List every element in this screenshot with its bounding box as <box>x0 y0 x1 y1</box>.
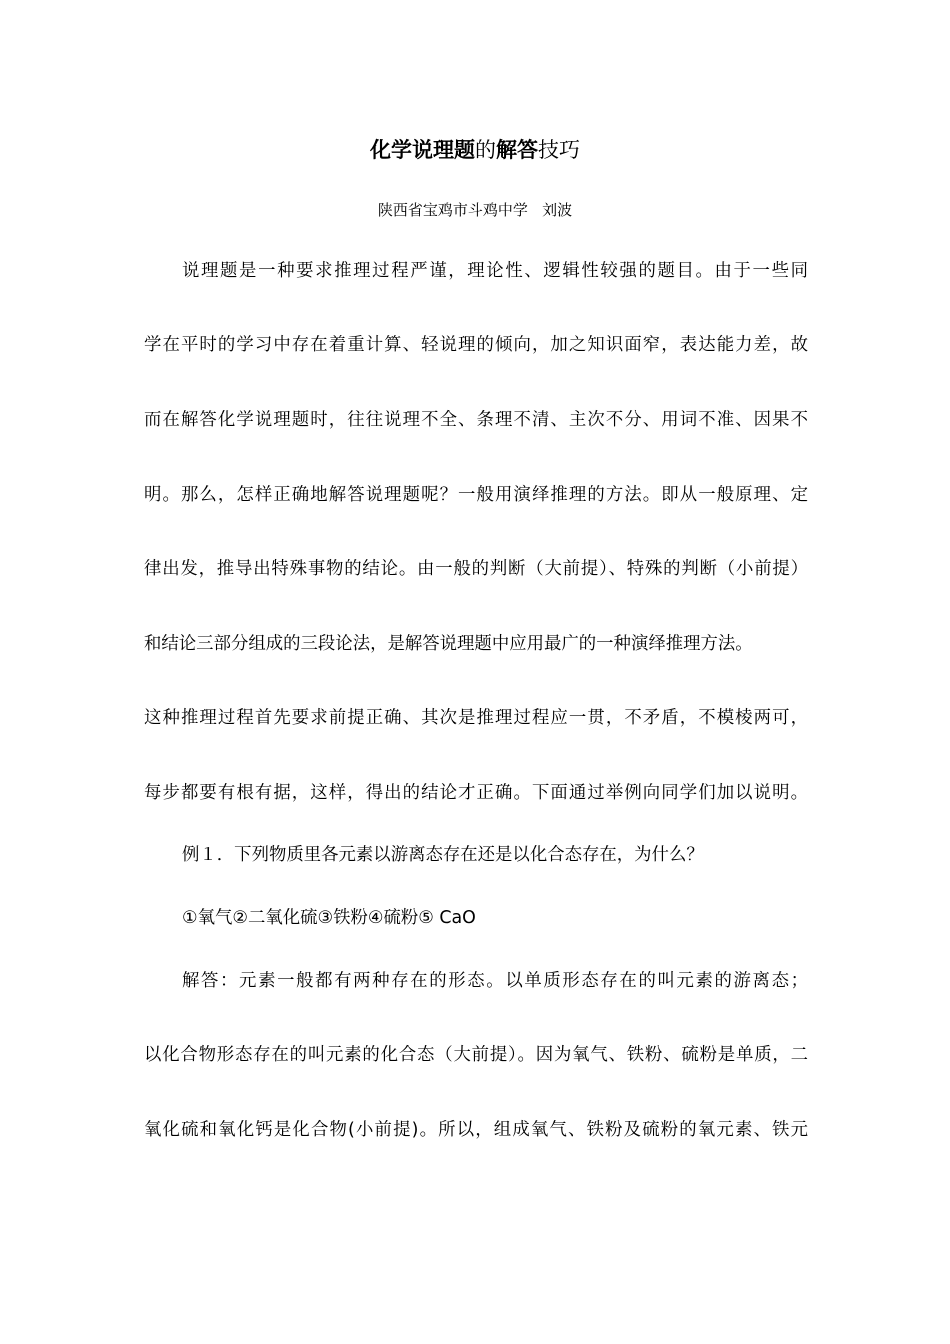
example-items: ①氧气②二氧化硫③铁粉④硫粉⑤ CaO <box>182 908 476 928</box>
title-part-2: 的 <box>475 138 496 162</box>
title-part-1: 化学说理题 <box>370 138 475 162</box>
paragraph-line: 学在平时的学习中存在着重计算、轻说理的倾向，加之知识面窄，表达能力差，故 <box>144 335 808 355</box>
example-question: 例１．下列物质里各元素以游离态存在还是以化合态存在，为什么？ <box>182 845 704 865</box>
title-part-3: 解答 <box>496 138 538 162</box>
answer-line: 解答：元素一般都有两种存在的形态。以单质形态存在的叫元素的游离态； <box>182 971 808 991</box>
paragraph-line: 和结论三部分组成的三段论法，是解答说理题中应用最广的一种演绎推理方法。 <box>144 634 753 654</box>
paragraph-line: 而在解答化学说理题时，往往说理不全、条理不清、主次不分、用词不准、因果不 <box>144 410 808 430</box>
author-byline: 陕西省宝鸡市斗鸡中学 刘波 <box>377 201 573 219</box>
answer-line: 以化合物形态存在的叫元素的化合态（大前提）。因为氧气、铁粉、硫粉是单质，二 <box>144 1045 808 1065</box>
document-title <box>0 133 950 167</box>
paragraph-line: 这种推理过程首先要求前提正确、其次是推理过程应一贯，不矛盾，不模棱两可， <box>144 708 808 728</box>
paragraph-line: 每步都要有根有据，这样，得出的结论才正确。下面通过举例向同学们加以说明。 <box>144 783 808 803</box>
paragraph-line: 明。那么，怎样正确地解答说理题呢？一般用演绎推理的方法。即从一般原理、定 <box>144 485 808 505</box>
answer-line: 氧化硫和氧化钙是化合物(小前提)。所以，组成氧气、铁粉及硫粉的氧元素、铁元 <box>144 1120 808 1140</box>
title-part-4: 技巧 <box>538 138 580 162</box>
paragraph-line: 律出发，推导出特殊事物的结论。由一般的判断（大前提）、特殊的判断（小前提） <box>144 559 808 579</box>
paragraph-line: 说理题是一种要求推理过程严谨，理论性、逻辑性较强的题目。由于一些同 <box>182 261 808 281</box>
